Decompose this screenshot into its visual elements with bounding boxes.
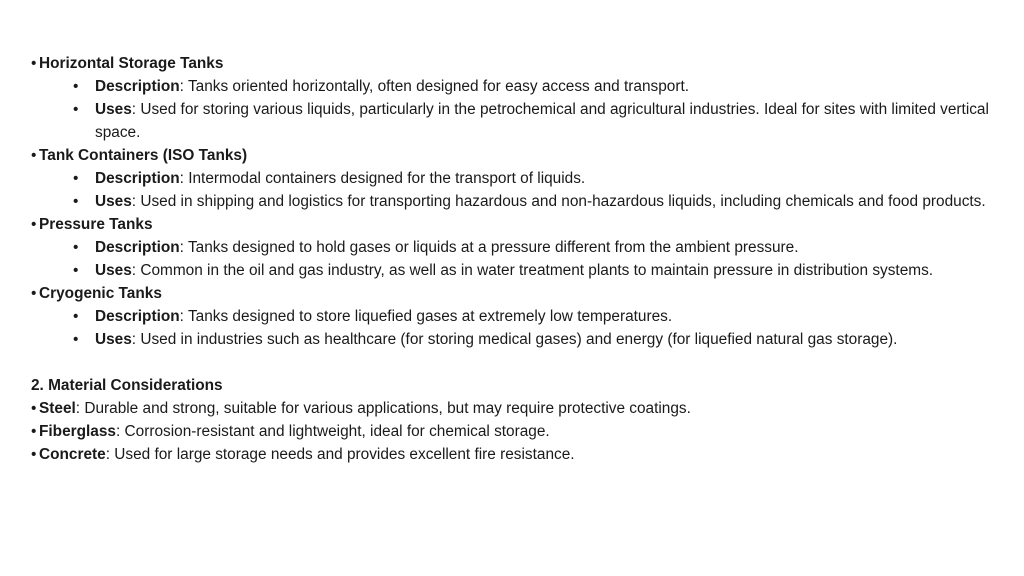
uses-text: : Used in shipping and logistics for transporting hazardous and non-hazardous liquids, including chemicals and food products. <box>131 193 986 210</box>
bullet-icon: • <box>73 262 79 279</box>
bullet-icon: • <box>73 239 79 256</box>
slide-content <box>31 52 1006 466</box>
bullet-icon: • <box>73 308 79 325</box>
tank-type-heading <box>31 213 1006 236</box>
material-item <box>31 443 1006 466</box>
uses-item <box>31 98 1006 144</box>
uses-text: : Used for storing various liquids, particularly in the petrochemical and agricultural industries. Ideal for sites with limited vertical space. <box>95 101 989 141</box>
uses-label: Uses <box>95 101 132 118</box>
description-label: Description <box>95 239 180 256</box>
description-item <box>31 75 1006 98</box>
uses-label: Uses <box>95 193 132 210</box>
tank-type-title: Pressure Tanks <box>39 216 153 233</box>
description-text: : Tanks oriented horizontally, often designed for easy access and transport. <box>179 78 689 95</box>
bullet-icon: • <box>73 78 79 95</box>
tank-type-heading <box>31 144 1006 167</box>
tank-type-heading <box>31 282 1006 305</box>
bullet-icon: • <box>31 446 37 463</box>
description-item <box>31 167 1006 190</box>
material-text: : Corrosion-resistant and lightweight, ideal for chemical storage. <box>115 423 550 440</box>
uses-label: Uses <box>95 262 132 279</box>
description-item <box>31 305 1006 328</box>
material-label: Fiberglass <box>39 423 116 440</box>
description-text: : Tanks designed to hold gases or liquids at a pressure different from the ambient pressure. <box>179 239 799 256</box>
description-item <box>31 236 1006 259</box>
bullet-icon: • <box>31 400 37 417</box>
uses-text: : Used in industries such as healthcare (for storing medical gases) and energy (for liquefied natural gas storage). <box>131 331 898 348</box>
description-label: Description <box>95 170 180 187</box>
material-label: Steel <box>39 400 76 417</box>
bullet-icon: • <box>73 193 79 210</box>
description-text: : Intermodal containers designed for the transport of liquids. <box>179 170 586 187</box>
description-label: Description <box>95 308 180 325</box>
tank-type-title: Cryogenic Tanks <box>39 285 162 302</box>
spacer <box>31 351 1006 374</box>
material-text: : Durable and strong, suitable for various applications, but may require protective coatings. <box>75 400 691 417</box>
material-text: : Used for large storage needs and provides excellent fire resistance. <box>105 446 575 463</box>
uses-item <box>31 259 1006 282</box>
bullet-icon: • <box>31 216 37 233</box>
bullet-icon: • <box>73 101 79 118</box>
bullet-icon: • <box>73 331 79 348</box>
tank-type-title: Tank Containers (ISO Tanks) <box>39 147 248 164</box>
material-label: Concrete <box>39 446 106 463</box>
description-text: : Tanks designed to store liquefied gases at extremely low temperatures. <box>179 308 673 325</box>
tank-type-heading <box>31 52 1006 75</box>
bullet-icon: • <box>31 423 37 440</box>
description-label: Description <box>95 78 180 95</box>
tank-type-title: Horizontal Storage Tanks <box>39 55 224 72</box>
bullet-icon: • <box>73 170 79 187</box>
bullet-icon: • <box>31 285 37 302</box>
bullet-icon: • <box>31 147 37 164</box>
material-item <box>31 397 1006 420</box>
material-item <box>31 420 1006 443</box>
uses-text: : Common in the oil and gas industry, as well as in water treatment plants to maintain pressure in distribution systems. <box>131 262 934 279</box>
uses-item <box>31 190 1006 213</box>
materials-heading <box>31 374 1006 397</box>
bullet-icon: • <box>31 55 37 72</box>
uses-label: Uses <box>95 331 132 348</box>
materials-heading-text: 2. Material Considerations <box>31 377 223 394</box>
uses-item <box>31 328 1006 351</box>
